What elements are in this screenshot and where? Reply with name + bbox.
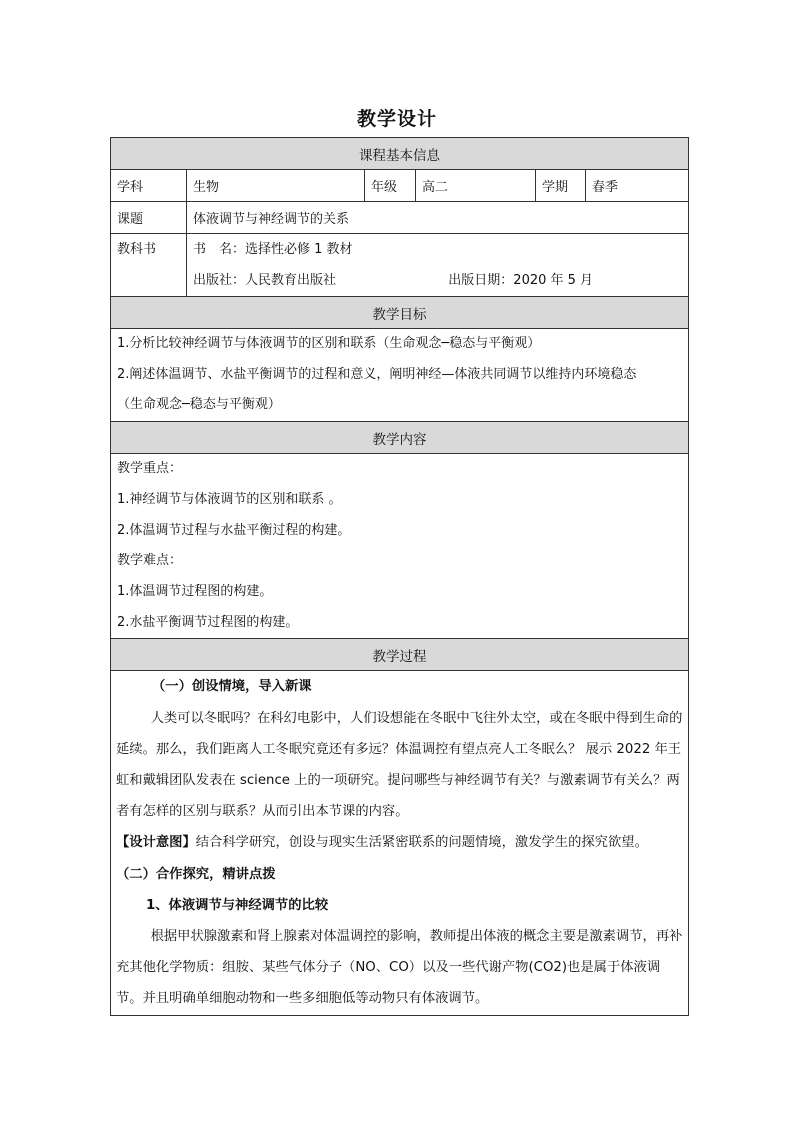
goals-body xyxy=(111,329,689,422)
goal-item: 2.阐述体温调节、水盐平衡调节的过程和意义，阐明神经—体液共同调节以维持内环境稳态 xyxy=(117,366,637,382)
publisher: 出版社：人民教育出版社 xyxy=(193,273,337,288)
content-body xyxy=(111,454,689,639)
content-line: 教学重点： xyxy=(117,461,183,477)
content-line: 1.体温调节过程图的构建。 xyxy=(117,583,273,599)
subject-label: 学科 xyxy=(111,170,187,202)
subsection-1-title: 1、体液调节与神经调节的比较 xyxy=(146,897,329,913)
textbook-label-text: 教科书 xyxy=(117,242,157,257)
content-line: 2.水盐平衡调节过程图的构建。 xyxy=(117,614,299,630)
topic-label: 课题 xyxy=(111,202,187,234)
grade-value: 高二 xyxy=(416,170,536,202)
design-intent-text: 结合科学研究，创设与现实生活紧密联系的问题情境，激发学生的探究欲望。 xyxy=(195,835,648,851)
publish-date: 出版日期：2020 年 5 月 xyxy=(448,273,594,288)
section-1-title: （一）创设情境，导入新课 xyxy=(152,679,312,695)
goal-item: 1.分析比较神经调节与体液调节的区别和联系（生命观念─稳态与平衡观） xyxy=(117,336,541,351)
textbook-info xyxy=(187,234,689,297)
content-header: 教学内容 xyxy=(111,422,689,454)
process-header: 教学过程 xyxy=(111,639,689,671)
publisher-row xyxy=(193,265,682,296)
section-2-title: （二）合作探究，精讲点拨 xyxy=(116,866,276,882)
subsection-1-paragraph: 根据甲状腺激素和肾上腺素对体温调控的影响，教师提出体液的概念主要是激素调节，再补充其他化学物质：组胺、某些气体分子（NO、CO）以及一些代谢产物(CO2)也是属于体液调节。并且明确单细胞动物和一些多细胞低等动物只有体液调节。 xyxy=(116,928,683,1007)
lesson-plan-table xyxy=(110,137,689,1016)
grade-label: 年级 xyxy=(365,170,416,202)
term-value: 春季 xyxy=(586,170,689,202)
design-intent xyxy=(116,827,684,858)
content-line: 1.神经调节与体液调节的区别和联系 。 xyxy=(117,491,342,507)
term-label: 学期 xyxy=(536,170,586,202)
content-line: 教学难点： xyxy=(117,553,183,569)
document-title: 教学设计 xyxy=(356,108,437,130)
basic-info-header: 课程基本信息 xyxy=(111,138,689,170)
content-line: 2.体温调节过程与水盐平衡过程的构建。 xyxy=(117,522,351,538)
goals-header: 教学目标 xyxy=(111,297,689,329)
goal-item: （生命观念─稳态与平衡观） xyxy=(117,397,281,413)
section-1-paragraph: 人类可以冬眠吗？在科幻电影中，人们设想能在冬眠中飞往外太空，或在冬眠中得到生命的延续。那么，我们距离人工冬眠究竟还有多远？体温调控有望点亮人工冬眠么？ 展示 2022 年王虹和戴辑团队发表在 science 上的一项研究。提问哪些与神经调节有关？与激素调节有关么？两者有怎样的区别与联系？从而引出本节课的内容。 xyxy=(116,710,683,820)
process-body xyxy=(111,671,689,1015)
topic-value: 体液调节与神经调节的关系 xyxy=(187,202,689,234)
design-intent-label: 【设计意图】 xyxy=(116,835,196,851)
book-name: 书 名：选择性必修 1 教材 xyxy=(193,242,353,257)
textbook-label xyxy=(111,234,187,297)
subject-value: 生物 xyxy=(187,170,365,202)
